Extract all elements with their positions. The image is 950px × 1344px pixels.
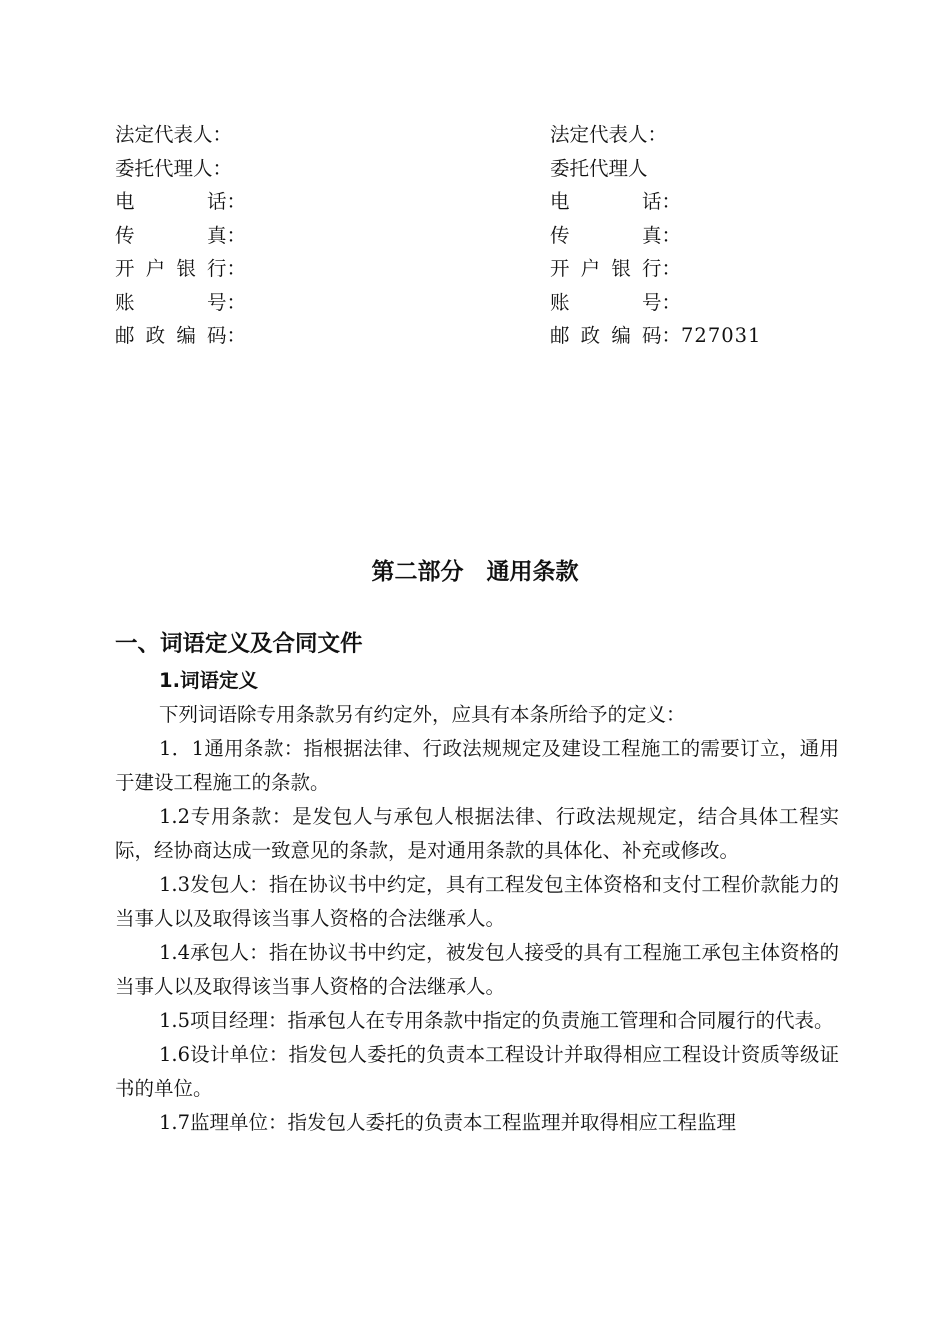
fax-field — [115, 219, 475, 253]
account-field — [550, 286, 910, 320]
fax-label: 传 真： — [115, 223, 246, 247]
legal-rep-field — [550, 118, 910, 152]
postcode-field — [550, 319, 910, 353]
postcode-value: 727031 — [681, 324, 762, 347]
paragraph-1-7: 1.7监理单位：指发包人委托的负责本工程监理并取得相应工程监理 — [159, 1111, 737, 1134]
body-text — [115, 664, 839, 1140]
agent-field — [115, 152, 475, 186]
bank-label: 开 户 银 行： — [115, 257, 246, 280]
phone-label: 电 话： — [115, 190, 246, 213]
agent-label: 委托代理人： — [115, 156, 233, 180]
paragraph-1-4: 1.4承包人：指在协议书中约定，被发包人接受的具有工程施工承包主体资格的当事人以及取得该当事人资格的合法继承人。 — [115, 941, 839, 998]
postcode-field — [115, 319, 475, 353]
legal-rep-field — [115, 118, 475, 152]
legal-rep-label: 法定代表人： — [115, 123, 233, 146]
agent-field — [550, 152, 910, 186]
fax-label: 传 真： — [550, 223, 681, 247]
bank-label: 开 户 银 行： — [550, 257, 681, 280]
bank-field — [550, 252, 910, 286]
party-left-block — [115, 118, 475, 353]
paragraph-1-3: 1.3发包人：指在协议书中约定，具有工程发包主体资格和支付工程价款能力的当事人以及取得该当事人资格的合法继承人。 — [115, 873, 839, 930]
legal-rep-label: 法定代表人： — [550, 123, 668, 146]
fax-field — [550, 219, 910, 253]
postcode-label: 邮 政 编 码： — [550, 324, 681, 347]
account-label: 账 号： — [550, 290, 681, 314]
paragraph-1-1: 1．1通用条款：指根据法律、行政法规规定及建设工程施工的需要订立，通用于建设工程施工的条款。 — [115, 737, 839, 794]
paragraph-1-2: 1.2专用条款：是发包人与承包人根据法律、行政法规规定，结合具体工程实际，经协商达成一致意见的条款，是对通用条款的具体化、补充或修改。 — [115, 805, 839, 862]
bank-field — [115, 252, 475, 286]
phone-field — [115, 185, 475, 219]
paragraph-1-6: 1.6设计单位：指发包人委托的负责本工程设计并取得相应工程设计资质等级证书的单位。 — [115, 1043, 839, 1100]
postcode-label: 邮 政 编 码： — [115, 324, 246, 347]
section-title: 一、词语定义及合同文件 — [115, 631, 363, 657]
account-label: 账 号： — [115, 290, 246, 314]
paragraph-1-5: 1.5项目经理：指承包人在专用条款中指定的负责施工管理和合同履行的代表。 — [159, 1009, 834, 1032]
phone-label: 电 话： — [550, 190, 681, 213]
part-title: 第二部分 通用条款 — [371, 559, 579, 585]
paragraph-intro: 下列词语除专用条款另有约定外，应具有本条所给予的定义： — [159, 703, 686, 726]
phone-field — [550, 185, 910, 219]
party-right-block — [550, 118, 910, 353]
account-field — [115, 286, 475, 320]
subsection-title: 1.词语定义 — [159, 669, 258, 692]
agent-label: 委托代理人 — [550, 156, 648, 180]
